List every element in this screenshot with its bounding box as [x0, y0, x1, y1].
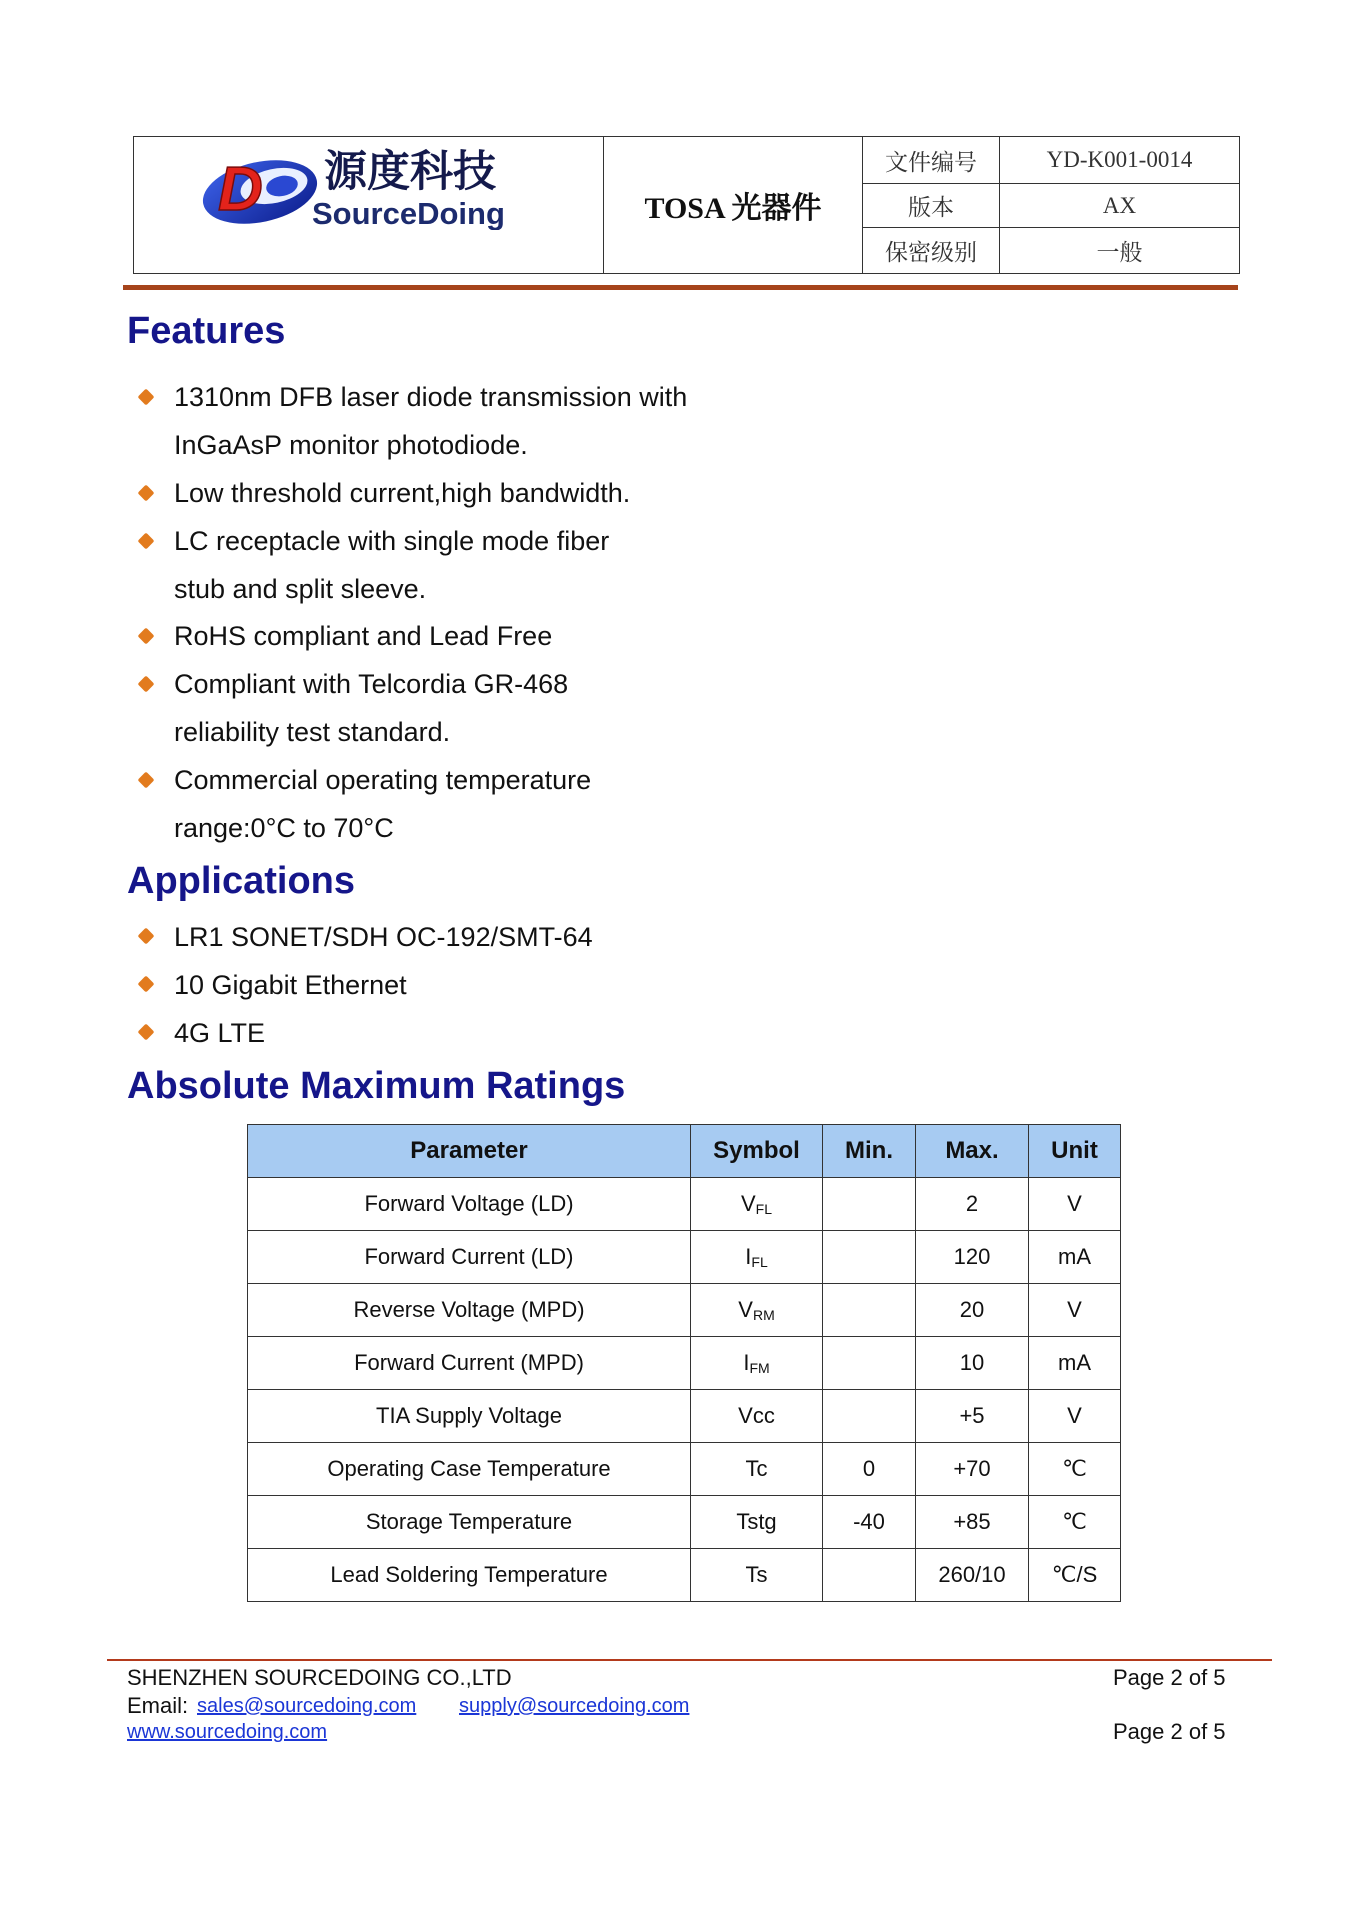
diamond-bullet-icon [138, 628, 155, 645]
footer-company: SHENZHEN SOURCEDOING CO.,LTD [127, 1665, 512, 1690]
sales-email-link[interactable]: sales@sourcedoing.com [197, 1695, 417, 1717]
parameter-cell: TIA Supply Voltage [248, 1390, 691, 1443]
table-row [248, 1390, 1121, 1443]
document-header-table [133, 136, 1240, 274]
min-cell [823, 1284, 916, 1337]
max-cell: +85 [916, 1496, 1029, 1549]
symbol-subscript: RM [752, 1307, 775, 1323]
parameter-cell: Forward Voltage (LD) [248, 1178, 691, 1231]
application-item [130, 961, 1030, 1009]
feature-item [130, 518, 1030, 614]
table-row [248, 1284, 1121, 1337]
symbol-cell [691, 1443, 823, 1496]
parameter-cell: Operating Case Temperature [248, 1443, 691, 1496]
symbol-main: Tc [745, 1456, 768, 1481]
unit-cell: ℃/S [1029, 1549, 1121, 1602]
feature-item [130, 661, 1030, 757]
symbol-cell [691, 1178, 823, 1231]
meta-label: 版本 [863, 184, 1000, 228]
column-header: Min. [823, 1125, 916, 1178]
symbol-cell [691, 1496, 823, 1549]
feature-text: LC receptacle with single mode fiber [174, 525, 610, 556]
symbol-cell [691, 1284, 823, 1337]
logo-cell [134, 137, 604, 274]
symbol-main: Tstg [736, 1509, 777, 1534]
diamond-bullet-icon [138, 484, 155, 501]
meta-label: 保密级别 [863, 228, 1000, 274]
max-cell: 120 [916, 1231, 1029, 1284]
symbol-cell [691, 1549, 823, 1602]
max-cell: 2 [916, 1178, 1029, 1231]
symbol-subscript: FL [755, 1201, 773, 1217]
max-cell: +5 [916, 1390, 1029, 1443]
table-header-row [248, 1125, 1121, 1178]
min-cell [823, 1337, 916, 1390]
parameter-cell: Storage Temperature [248, 1496, 691, 1549]
parameter-cell: Forward Current (LD) [248, 1231, 691, 1284]
feature-text: Commercial operating temperature [174, 765, 592, 796]
symbol-cell [691, 1337, 823, 1390]
unit-cell: V [1029, 1390, 1121, 1443]
max-cell: 10 [916, 1337, 1029, 1390]
unit-cell: mA [1029, 1337, 1121, 1390]
diamond-bullet-icon [138, 1024, 155, 1041]
company-logo [198, 146, 510, 230]
table-row [248, 1337, 1121, 1390]
applications-list [130, 913, 1030, 1057]
meta-label: 文件编号 [863, 137, 1000, 184]
table-row [248, 1496, 1121, 1549]
logo-mark-icon [198, 151, 323, 230]
feature-text: stub and split sleeve. [174, 573, 427, 604]
symbol-cell [691, 1231, 823, 1284]
symbol-cell [691, 1390, 823, 1443]
symbol-main: V [738, 1297, 753, 1322]
min-cell [823, 1549, 916, 1602]
meta-value: YD-K001-0014 [1000, 137, 1240, 184]
feature-text: Compliant with Telcordia GR-468 [174, 669, 569, 700]
diamond-bullet-icon [138, 976, 155, 993]
logo-en-name: SourceDoing [312, 196, 505, 230]
logo-cn-name: 源度科技 [324, 148, 496, 196]
column-header: Max. [916, 1125, 1029, 1178]
feature-text: InGaAsP monitor photodiode. [174, 429, 528, 460]
max-cell: +70 [916, 1443, 1029, 1496]
feature-text: Low threshold current,high bandwidth. [174, 477, 631, 508]
min-cell: 0 [823, 1443, 916, 1496]
table-row [248, 1178, 1121, 1231]
max-cell: 260/10 [916, 1549, 1029, 1602]
application-item [130, 1009, 1030, 1057]
footer-divider [107, 1659, 1272, 1661]
symbol-main: Vcc [738, 1403, 775, 1428]
symbol-main: I [743, 1350, 750, 1375]
unit-cell: V [1029, 1284, 1121, 1337]
table-row [248, 1231, 1121, 1284]
max-cell: 20 [916, 1284, 1029, 1337]
feature-text: 1310nm DFB laser diode transmission with [174, 382, 688, 412]
document-title: TOSA 光器件 [604, 137, 863, 274]
column-header: Parameter [248, 1125, 691, 1178]
diamond-bullet-icon [138, 772, 155, 789]
parameter-cell: Lead Soldering Temperature [248, 1549, 691, 1602]
application-text: 10 Gigabit Ethernet [174, 970, 407, 1000]
parameter-cell: Forward Current (MPD) [248, 1337, 691, 1390]
feature-item [130, 613, 1030, 661]
features-heading: Features [127, 310, 286, 352]
diamond-bullet-icon [138, 389, 155, 406]
application-item [130, 913, 1030, 961]
application-text: 4G LTE [174, 1018, 266, 1048]
logo-mark-letter: D [218, 155, 263, 224]
unit-cell: ℃ [1029, 1496, 1121, 1549]
table-row [248, 1443, 1121, 1496]
min-cell [823, 1390, 916, 1443]
symbol-main: V [740, 1191, 756, 1216]
header-divider [123, 285, 1238, 290]
features-list [130, 374, 1030, 853]
unit-cell: ℃ [1029, 1443, 1121, 1496]
page-indicator: Page 2 of 5 [1113, 1665, 1226, 1690]
feature-text: reliability test standard. [174, 717, 451, 748]
feature-text: RoHS compliant and Lead Free [174, 621, 553, 652]
website-link[interactable]: www.sourcedoing.com [127, 1721, 328, 1743]
min-cell [823, 1231, 916, 1284]
application-text: LR1 SONET/SDH OC-192/SMT-64 [174, 922, 593, 952]
symbol-subscript: FM [749, 1360, 770, 1376]
unit-cell: V [1029, 1178, 1121, 1231]
page-indicator: Page 2 of 5 [1113, 1719, 1226, 1744]
parameter-cell: Reverse Voltage (MPD) [248, 1284, 691, 1337]
diamond-bullet-icon [138, 532, 155, 549]
min-cell [823, 1178, 916, 1231]
diamond-bullet-icon [138, 676, 155, 693]
diamond-bullet-icon [138, 928, 155, 945]
ratings-table [247, 1124, 1121, 1602]
feature-item [130, 757, 1030, 853]
table-row [248, 1549, 1121, 1602]
feature-item [130, 374, 1030, 470]
ratings-heading: Absolute Maximum Ratings [127, 1065, 626, 1107]
meta-value: AX [1000, 184, 1240, 228]
meta-value: 一般 [1000, 228, 1240, 274]
applications-heading: Applications [127, 860, 356, 902]
supply-email-link[interactable]: supply@sourcedoing.com [459, 1695, 690, 1717]
symbol-main: I [745, 1244, 752, 1269]
feature-item [130, 470, 1030, 518]
unit-cell: mA [1029, 1231, 1121, 1284]
symbol-main: Ts [745, 1562, 768, 1587]
footer-email-label: Email: [127, 1693, 189, 1718]
symbol-subscript: FL [751, 1254, 768, 1270]
min-cell: -40 [823, 1496, 916, 1549]
column-header: Unit [1029, 1125, 1121, 1178]
column-header: Symbol [691, 1125, 823, 1178]
feature-text: range:0°C to 70°C [174, 813, 394, 844]
